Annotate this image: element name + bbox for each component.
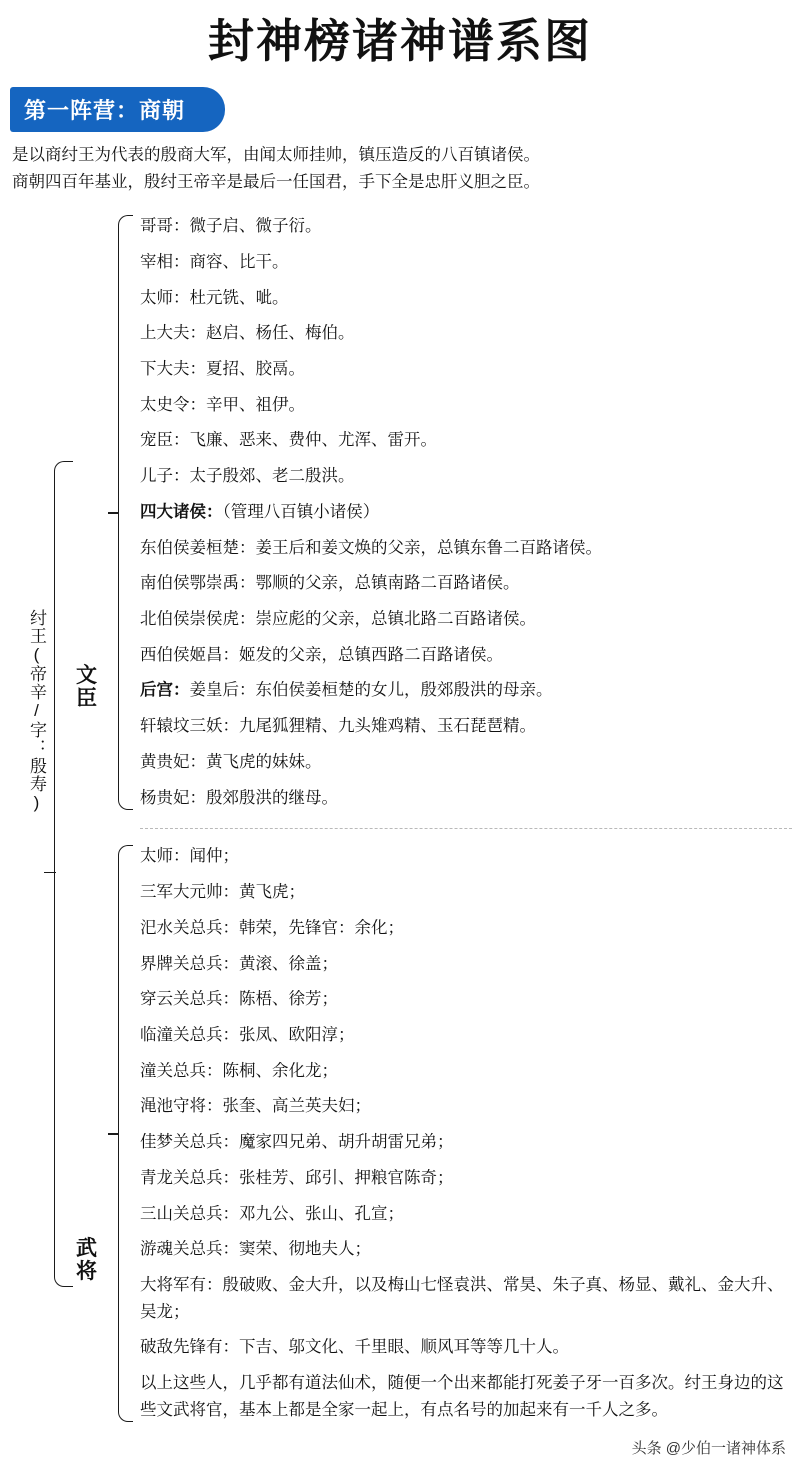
list-item: 哥哥：微子启、微子衍。 [140,217,322,236]
list-item: 宠臣：飞廉、恶来、费仲、尤浑、雷开。 [140,431,437,450]
group-label-military: 武将 [76,1236,97,1283]
list-item: 南伯侯鄂崇禹：鄂顺的父亲，总镇南路二百路诸侯。 [140,574,520,593]
list-item-heading: 四大诸侯：（管理八百镇小诸侯） [140,502,380,521]
list-item: 穿云关总兵：陈梧、徐芳； [140,990,338,1009]
watermark-text: 头条 @少伯一诸神体系 [631,1440,786,1458]
group-military [118,839,792,1428]
list-item: 轩辕坟三妖：九尾狐狸精、九头雉鸡精、玉石琵琶精。 [140,717,536,736]
list-item: 儿子：太子殷郊、老二殷洪。 [140,467,355,486]
group-military-stem [108,1133,118,1135]
list-item: 临潼关总兵：张凤、欧阳淳； [140,1025,355,1044]
list-item-heading: 后宫：姜皇后：东伯侯姜桓楚的女儿，殷郊殷洪的母亲。 [140,681,553,700]
list-item: 杨贵妃：殷郊殷洪的继母。 [140,788,338,807]
group-civil-bracket [118,215,133,810]
list-item: 太师：闻仲； [140,847,239,866]
list-item: 上大夫：赵启、杨任、梅伯。 [140,324,355,343]
list-item: 东伯侯姜桓楚：姜王后和姜文焕的父亲，总镇东鲁二百路诸侯。 [140,538,602,557]
list-item: 界牌关总兵：黄滚、徐盖； [140,954,338,973]
group-divider [140,828,792,829]
list-item: 渑池守将：张奎、高兰英夫妇； [140,1097,371,1116]
camp-banner-wrapper [0,87,800,132]
list-item: 以上这些人，几乎都有道法仙术，随便一个出来都能打死姜子牙一百多次。纣王身边的这些文武将官，基本上都是全家一起上，有点名号的加起来有一千人之多。 [140,1374,784,1419]
group-civil [118,209,792,816]
camp-description [0,132,800,200]
list-item: 佳梦关总兵：魔家四兄弟、胡升胡雷兄弟； [140,1133,454,1152]
list-item: 三山关总兵：邓九公、张山、孔宣； [140,1204,404,1223]
page-title: 封神榜诸神谱系图 [208,15,592,67]
root-stem [44,872,56,874]
camp-description-line-1: 是以商纣王为代表的殷商大军，由闻太师挂帅，镇压造反的八百镇诸侯。 [12,146,540,165]
list-item: 太史令：辛甲、祖伊。 [140,395,305,414]
list-item: 游魂关总兵：窦荣、彻地夫人； [140,1240,371,1259]
group-civil-stem [108,512,118,514]
root-bracket [54,461,73,1287]
list-item: 大将军有：殷破败、金大升，以及梅山七怪袁洪、常昊、朱子真、杨显、戴礼、金大升、吴龙； [140,1275,784,1321]
list-item: 西伯侯姬昌：姬发的父亲，总镇西路二百路诸侯。 [140,645,503,664]
tree-body [0,209,800,1428]
list-item: 青龙关总兵：张桂芳、邱引、押粮官陈奇； [140,1168,454,1187]
camp-description-line-2: 商朝四百年基业，殷纣王帝辛是最后一任国君，手下全是忠肝义胆之臣。 [12,173,540,192]
watermark [632,1437,786,1458]
list-item: 汜水关总兵：韩荣，先锋官：余化； [140,918,404,937]
group-label-civil: 文臣 [76,663,97,710]
list-item: 潼关总兵：陈桐、余化龙； [140,1061,338,1080]
list-item: 黄贵妃：黄飞虎的妹妹。 [140,752,322,771]
list-item: 太师：杜元铣、呲。 [140,288,289,307]
group-military-bracket [118,845,133,1422]
list-item: 三军大元帅：黄飞虎； [140,883,305,902]
list-item: 下大夫：夏招、胶鬲。 [140,360,305,378]
list-item: 北伯侯崇侯虎：崇应彪的父亲，总镇北路二百路诸侯。 [140,610,536,629]
list-item: 宰相：商容、比干。 [140,252,289,271]
camp-banner: 第一阵营：商朝 [10,87,225,132]
list-item: 破敌先锋有：下吉、邬文化、千里眼、顺风耳等等几十人。 [140,1338,569,1357]
root-node-label: 纣王(帝辛/字：殷寿) [27,608,46,813]
